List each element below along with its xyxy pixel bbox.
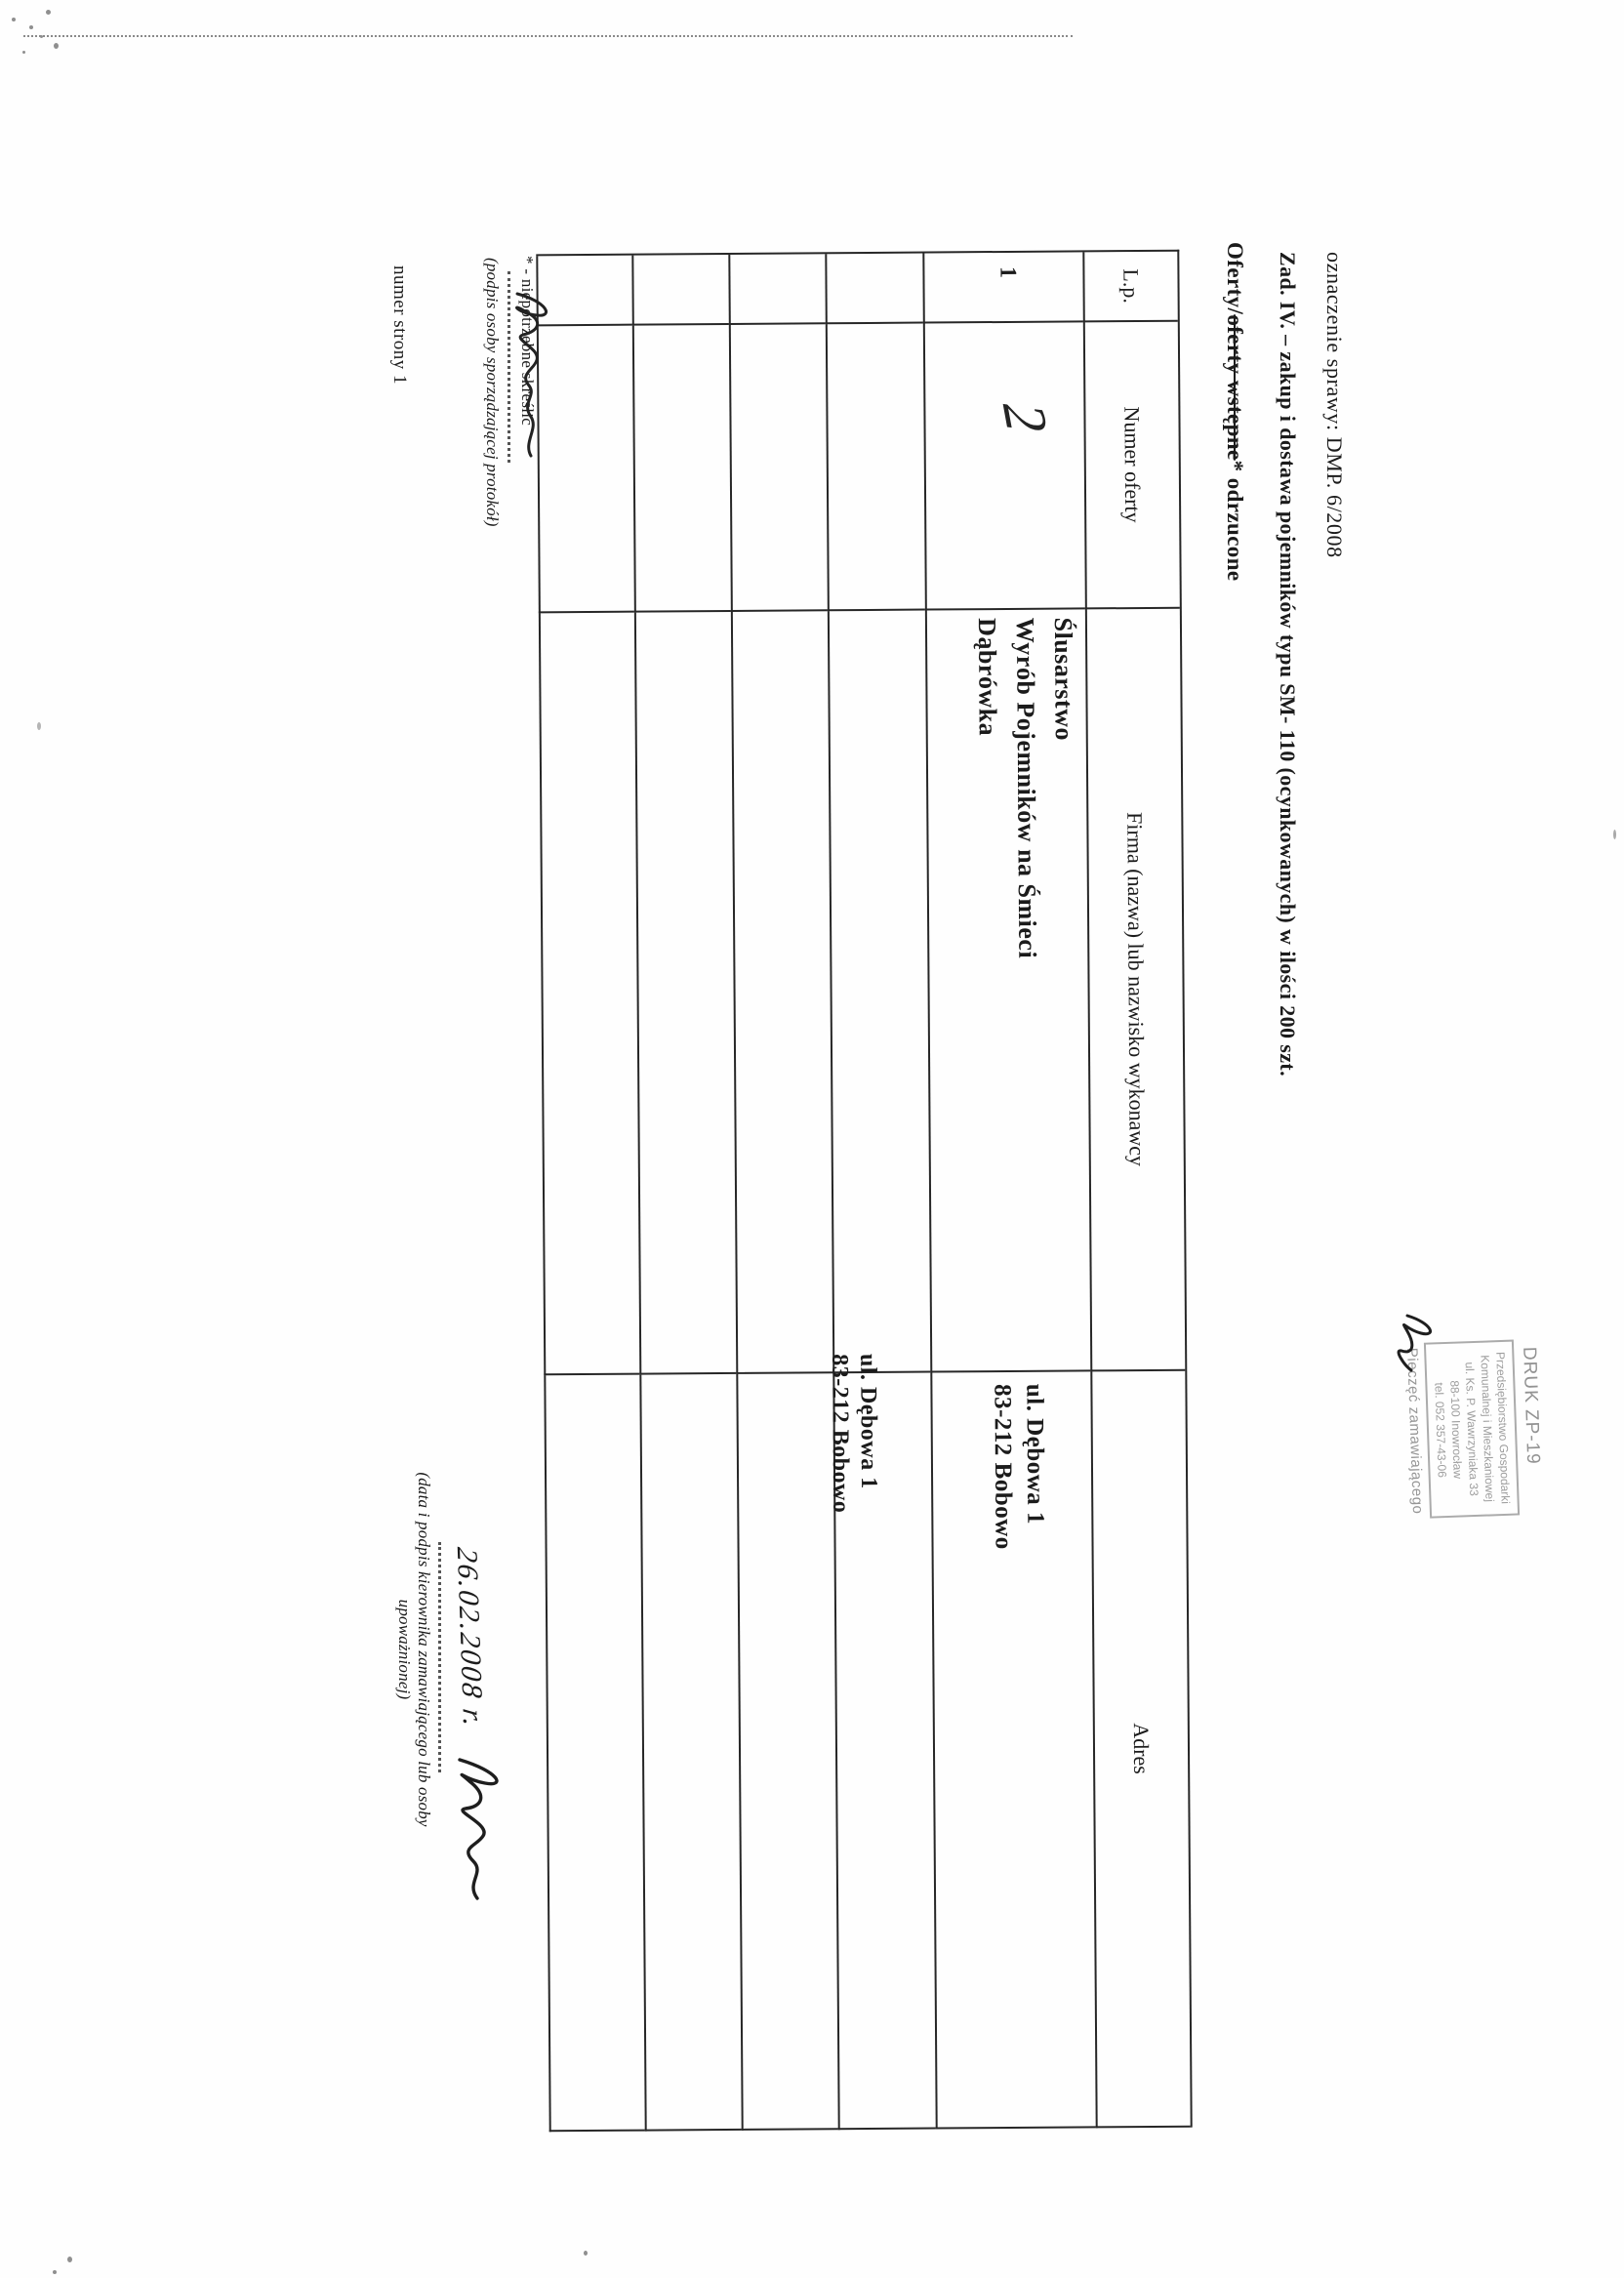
table-row4-lp-cell	[631, 255, 729, 326]
manager-caption-line2: upoważnionej)	[395, 1599, 414, 1700]
table-row1-firma-cell	[925, 609, 1090, 1372]
scan-speckle	[40, 35, 43, 38]
signature-dotted-line-left	[508, 271, 510, 463]
scanner-edge-dotted-line	[23, 35, 1073, 37]
stamp-line4: 88-100 Inowrocław	[1447, 1380, 1465, 1480]
stamp-line1: Przedsiębiorstwo Gospodarki	[1493, 1351, 1513, 1505]
row1-firma-line1: Ślusarstwo	[1048, 617, 1078, 742]
stamp-form-number: DRUK ZP-19	[1519, 1346, 1544, 1466]
table-row3-firma-cell	[731, 611, 832, 1374]
table-row5-adres-cell	[544, 1375, 644, 2133]
table-row1-lp-cell	[922, 252, 1082, 323]
scan-speckle	[46, 10, 51, 15]
col-header-numer-oferty: Numer oferty	[1083, 322, 1180, 610]
row2-adres-line1: ul. Dębowa 1	[855, 1353, 882, 1489]
heading-prefix: Oferty/	[1223, 242, 1247, 315]
row1-adres-line1: ul. Dębowa 1	[1021, 1383, 1049, 1525]
heading-asterisk: *	[1223, 460, 1247, 472]
row1-firma-line3: Dąbrówka	[972, 618, 1002, 737]
handwritten-initials	[1392, 1308, 1441, 1376]
stamp-line3: ul. Ks. P. Wawrzyniaka 33	[1462, 1362, 1482, 1496]
row1-lp-value: 1	[995, 265, 1021, 279]
scan-speckle	[54, 43, 59, 49]
section-heading	[1222, 242, 1247, 582]
handwritten-date: 26.02.2008 r.	[450, 1545, 490, 1730]
table-row3-offer-number-cell	[729, 324, 828, 612]
handwritten-signature-preparer	[502, 288, 560, 464]
stamp-line2: Komunalnej i Mieszkaniowej	[1478, 1354, 1497, 1503]
scan-speckle	[67, 2257, 72, 2262]
scan-speckle	[12, 18, 16, 21]
preparer-signature-caption: (podpis osoby sporządzającej protokół)	[483, 258, 502, 527]
scan-speckle	[53, 2270, 57, 2274]
table-row1-offer-number-cell	[923, 322, 1085, 610]
row2-adres-line2: 83-212 Bobowo	[827, 1354, 854, 1514]
table-row2-offer-number-cell	[826, 324, 925, 612]
heading-suffix: odrzucone	[1223, 471, 1247, 582]
scan-speckle	[37, 722, 41, 730]
manager-caption-line1: (data i podpis kierownika zamawiającego lub osoby	[415, 1472, 433, 1827]
row1-adres-line2: 83-212 Bobowo	[989, 1383, 1017, 1550]
task-title-line: Zad. IV. – zakup i dostawa pojemników typu SM- 110 (ocynkowanych) w ilości 200 szt.	[1276, 252, 1300, 1078]
scan-speckle	[29, 25, 33, 29]
heading-struck-text: oferty wstępne	[1223, 314, 1247, 461]
scan-speckle	[22, 51, 25, 54]
table-row4-firma-cell	[634, 612, 736, 1375]
handwritten-signature-manager	[438, 1752, 516, 1903]
row1-firma-line2: Wyrób Pojemników na Śmieci	[1010, 617, 1042, 959]
table-row3-lp-cell	[728, 254, 826, 325]
table-row2-lp-cell	[825, 254, 923, 325]
case-number-line: oznaczenie sprawy: DMP. 6/2008	[1322, 252, 1347, 558]
footnote-delete-as-appropriate: * - niepotrzebne skreślić	[518, 256, 537, 427]
row1-handwritten-offer-number: 2	[990, 401, 1061, 433]
table-row4-adres-cell	[639, 1374, 741, 2132]
stamp-caption: Pieczęć zamawiającego	[1403, 1347, 1427, 1515]
page-number-footer: numer strony 1	[389, 265, 410, 386]
stamp-line5: tel. 052 357-43-06	[1432, 1382, 1449, 1479]
rejected-offers-table	[536, 250, 1192, 2133]
table-row2-adres-cell	[827, 1353, 935, 2131]
scan-speckle	[584, 2251, 588, 2256]
table-row1-adres-cell	[930, 1371, 1095, 2129]
col-header-lp: L.p.	[1082, 252, 1178, 323]
col-header-firma: Firma (nazwa) lub nazwisko wykonawcy	[1085, 609, 1185, 1372]
signature-dotted-line-right	[438, 1542, 441, 1772]
manager-signature-caption	[394, 1464, 433, 1835]
col-header-adres: Adres	[1090, 1371, 1190, 2129]
table-row4-offer-number-cell	[632, 325, 731, 613]
scan-speckle	[1613, 830, 1616, 839]
table-row2-firma-cell	[828, 611, 930, 1374]
table-row5-firma-cell	[539, 613, 639, 1376]
table-row3-adres-cell	[736, 1373, 837, 2131]
